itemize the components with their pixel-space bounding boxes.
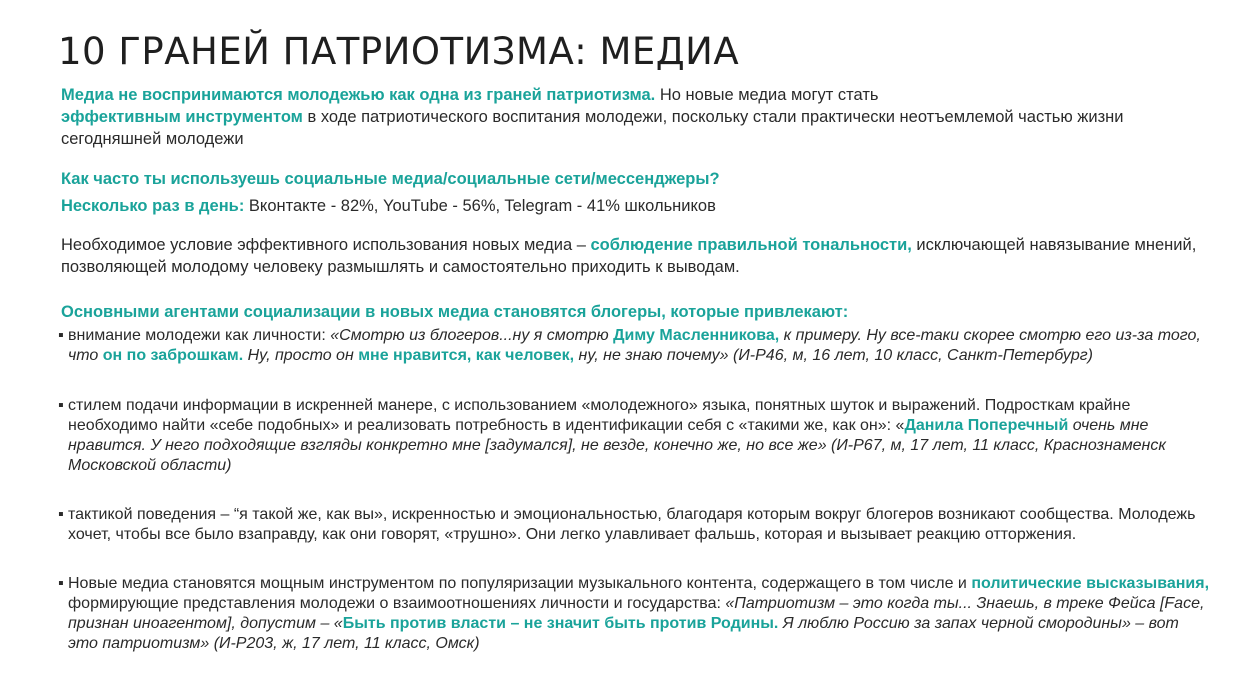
intro-highlight: эффективным инструментом	[61, 108, 303, 126]
intro-lead: Медиа не воспринимаются молодежью как одна из граней патриотизма.	[61, 86, 656, 104]
quote-highlight: мне нравится, как человек,	[358, 347, 575, 364]
condition-paragraph	[61, 234, 1206, 278]
stats-line	[61, 195, 1206, 217]
quote-d: ну, не знаю почему» (И-Р46, м, 16 лет, 10 класс, Санкт-Петербург)	[574, 347, 1093, 364]
condition-pre: Необходимое условие эффективного использования новых медиа –	[61, 236, 591, 254]
survey-question: Как часто ты используешь социальные медиа/социальные сети/мессенджеры?	[61, 170, 720, 188]
list-item	[58, 396, 1212, 476]
bullet-marker: ▪	[58, 327, 64, 344]
quote-highlight: Быть против власти – не значит быть против Родины.	[342, 615, 779, 632]
text-a: стилем подачи информации в искренней манере, с использованием «молодежного» языка, понятных шуток и выражений. Подросткам крайне необходимо найти «себе подобных» и реализовать потребность в идентификации себя с «такими же, как он»: «	[68, 397, 1131, 434]
quote-highlight: он по заброшкам.	[102, 347, 244, 364]
condition-highlight: соблюдение правильной тональности,	[590, 236, 912, 254]
text-a: внимание молодежи как личности:	[68, 327, 331, 344]
text-highlight: политические высказывания,	[971, 575, 1210, 592]
agents-heading: Основными агентами социализации в новых медиа становятся блогеры, которые привлекают:	[61, 303, 849, 321]
list-item-text	[58, 326, 1212, 366]
list-item-text	[58, 574, 1212, 654]
text-a: Новые медиа становятся мощным инструментом по популяризации музыкального контента, содержащего в том числе и	[68, 575, 972, 592]
page-title: 10 ГРАНЕЙ ПАТРИОТИЗМА: МЕДИА	[58, 30, 740, 73]
list-item	[58, 574, 1212, 654]
quote-highlight: Данила Поперечный	[904, 417, 1069, 434]
bullet-marker: ▪	[58, 506, 64, 523]
list-item-text	[58, 396, 1212, 476]
bullet-marker: ▪	[58, 397, 64, 414]
stats-label: Несколько раз в день:	[61, 197, 245, 215]
list-item	[58, 505, 1212, 545]
quote-b: Я люблю Россию за запах черной смородины» – вот это патриотизм» (И-Р203, ж, 17 лет, 11 класс, Омск)	[68, 615, 1179, 652]
text-b: формирующие представления молодежи о взаимоотношениях личности и государства:	[68, 595, 726, 612]
intro-paragraph	[61, 84, 1206, 150]
intro-lead-rest: Но новые медиа могут стать	[655, 86, 879, 104]
condition-post: исключающей навязывание мнений, позволяющей молодому человеку размышлять и самостоятельно приходить к выводам.	[61, 236, 1197, 276]
intro-rest: в ходе патриотического воспитания молодежи, поскольку стали практически неотъемлемой частью жизни сегодняшней молодежи	[61, 108, 1124, 148]
list-item-text: тактикой поведения – “я такой же, как вы», искренностью и эмоциональностью, благодаря которым вокруг блогеров возникают сообщества. Молодежь хочет, чтобы все было взаправду, как они говорят, «трушно». Они легко улавливает фальшь, которая и вызывает реакцию отторжения.	[68, 506, 1196, 543]
quote-c: Ну, просто он	[243, 347, 359, 364]
quote-a: «Патриотизм – это когда ты... Знаешь, в треке Фейса [Face, признан иноагентом], допустим – «	[68, 595, 1205, 632]
bullet-marker: ▪	[58, 575, 64, 592]
list-item	[58, 326, 1212, 366]
quote-a: очень мне нравится. У него подходящие взгляды конкретно мне [задумался], не везде, конечно же, но все же» (И-Р67, м, 17 лет, 11 класс, Краснознаменск Московской области)	[68, 417, 1166, 474]
quote-highlight: Диму Масленникова,	[613, 327, 780, 344]
quote-b: к примеру. Ну все-таки скорее смотрю его из-за того, что	[68, 327, 1201, 364]
quote-a: «Смотрю из блогеров...ну я смотрю	[330, 327, 614, 344]
stats-text: Вконтакте - 82%, YouTube - 56%, Telegram - 41% школьников	[244, 197, 716, 215]
